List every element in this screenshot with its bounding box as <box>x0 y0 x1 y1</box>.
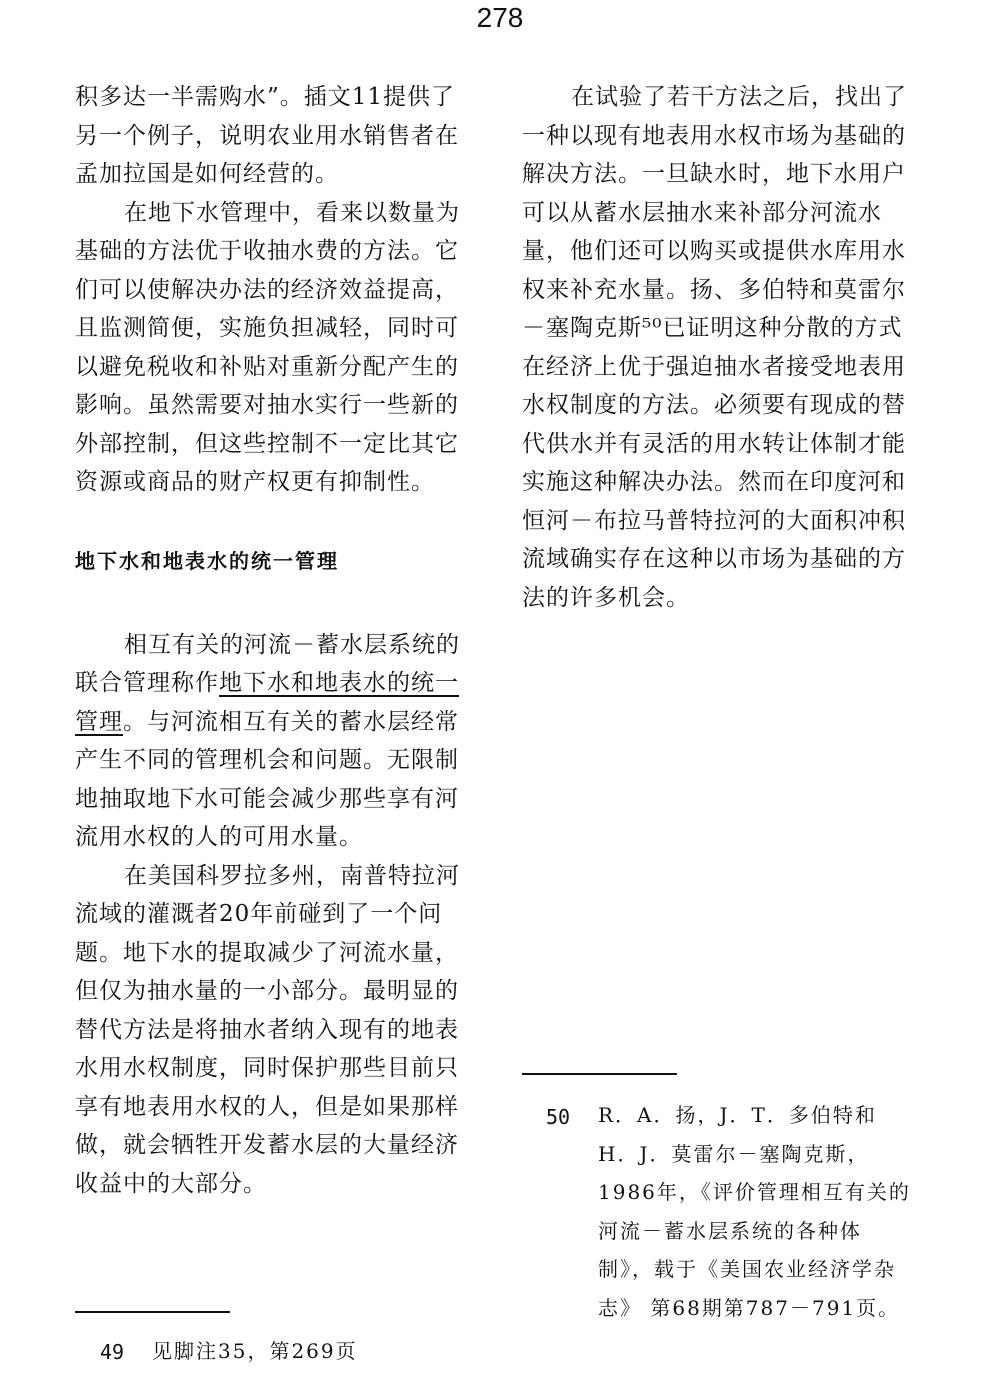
paragraph: 在美国科罗拉多州，南普特拉河流域的灌溉者20年前碰到了一个问题。地下水的提取减少了河流水量，但仅为抽水量的一小部分。最明显的替代方法是将抽水者纳入现有的地表水用水权制度，同时保护那些目前只享有地表用水权的人，但是如果那样做，就会牺牲开发蓄水层的大量经济收益中的大部分。 <box>75 862 460 1197</box>
footnote-number: 50 <box>546 1105 571 1129</box>
page-number: 278 <box>476 2 524 33</box>
paragraph: 积多达一半需购水”。插文11提供了另一个例子，说明农业用水销售者在孟加拉国是如何经营的。 <box>75 84 459 187</box>
right-column <box>522 78 922 617</box>
paragraph-text: 相互有关的河流－蓄水层系统的联合管理称作 <box>75 631 460 696</box>
paragraph: 在试验了若干方法之后，找出了一种以现有地表用水权市场为基础的解决方法。一旦缺水时，地下水用户可以从蓄水层抽水来补部分河流水量，他们还可以购买或提供水库用水权来补充水量。扬、多伯特和莫雷尔－塞陶克斯⁵⁰已证明这种分散的方式在经济上优于强迫抽水者接受地表用水权制度的方法。必须要有现成的替代供水并有灵活的用水转让体制才能实施这种解决办法。然而在印度河和恒河－布拉马普特拉河的大面积冲积流域确实存在这种以市场为基础的方法的许多机会。 <box>522 84 907 611</box>
paragraph: 在地下水管理中，看来以数量为基础的方法优于收抽水费的方法。它们可以使解决办法的经济效益提高，且监测简便，实施负担减轻，同时可以避免税收和补贴对重新分配产生的影响。虽然需要对抽水实行一些新的外部控制，但这些控制不一定比其它资源或商品的财产权更有抑制性。 <box>75 199 460 495</box>
footnote-text: R．A．扬，J．T．多伯特和H．J．莫雷尔－塞陶克斯，1986年，《评价管理相互有关的河流－蓄水层系统的各种体制》，载于《美国农业经济学杂志》 第68期第787－791页。 <box>598 1103 911 1320</box>
footnote-number: 49 <box>100 1340 125 1364</box>
underlined-term: 地下水和地表水的统一管理 <box>75 670 459 735</box>
left-column <box>75 78 475 1203</box>
section-heading: 地下水和地表水的统一管理 <box>75 548 339 573</box>
footnote-rule <box>75 1311 230 1313</box>
paragraph <box>75 626 475 857</box>
footnote-rule <box>522 1073 677 1075</box>
footnote-text: 见脚注35，第269页 <box>152 1339 358 1363</box>
paragraph-text: 。与河流相互有关的蓄水层经常产生不同的管理机会和问题。无限制地抽取地下水可能会减少那些享有河流用水权的人的可用水量。 <box>75 708 459 850</box>
